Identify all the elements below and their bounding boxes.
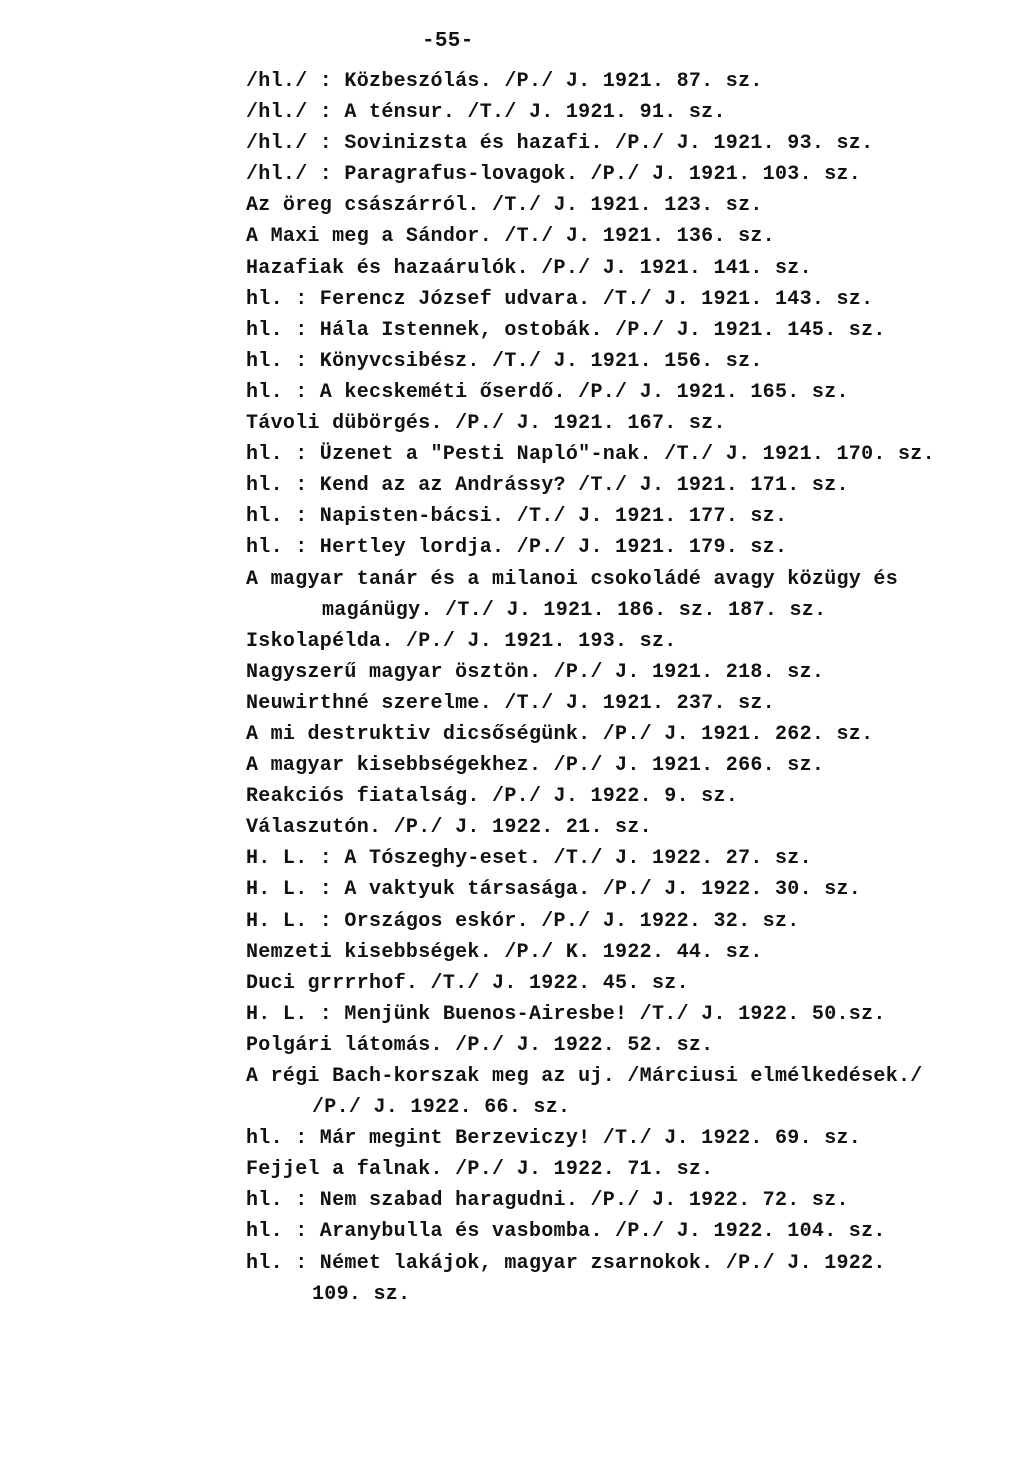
list-item: Neuwirthné szerelme. /T./ J. 1921. 237. sz. (246, 691, 775, 715)
list-item: /hl./ : A ténsur. /T./ J. 1921. 91. sz. (246, 101, 726, 125)
list-item-continuation: magánügy. /T./ J. 1921. 186. sz. 187. sz. (322, 598, 827, 622)
list-item: Iskolapélda. /P./ J. 1921. 193. sz. (246, 629, 677, 653)
list-item: Nemzeti kisebbségek. /P./ K. 1922. 44. sz. (246, 940, 763, 964)
list-item: H. L. : Menjünk Buenos-Airesbe! /T./ J. 1922. 50.sz. (246, 1002, 886, 1026)
list-item: hl. : Kend az az Andrássy? /T./ J. 1921. 171. sz. (246, 474, 849, 498)
list-item: hl. : Nem szabad haragudni. /P./ J. 1922. 72. sz. (246, 1189, 849, 1213)
list-item-continuation: /P./ J. 1922. 66. sz. (312, 1096, 571, 1120)
page-number: -55- (422, 30, 474, 53)
list-item-continuation: 109. sz. (312, 1282, 411, 1306)
list-item: Nagyszerű magyar ösztön. /P./ J. 1921. 218. sz. (246, 660, 825, 684)
list-item: hl. : Német lakájok, magyar zsarnokok. /P./ J. 1922. (246, 1251, 886, 1275)
list-item: Reakciós fiatalság. /P./ J. 1922. 9. sz. (246, 785, 739, 809)
list-item: A régi Bach-korszak meg az uj. /Márciusi elmélkedések./ (246, 1065, 923, 1088)
list-item: Fejjel a falnak. /P./ J. 1922. 71. sz. (246, 1158, 714, 1182)
list-item: /hl./ : Sovinizsta és hazafi. /P./ J. 1921. 93. sz. (246, 132, 874, 156)
list-item: A Maxi meg a Sándor. /T./ J. 1921. 136. sz. (246, 225, 775, 249)
list-item: Távoli dübörgés. /P./ J. 1921. 167. sz. (246, 412, 726, 436)
list-item: H. L. : Országos eskór. /P./ J. 1922. 32. sz. (246, 909, 800, 933)
list-item: A mi destruktiv dicsőségünk. /P./ J. 1921. 262. sz. (246, 722, 874, 746)
list-item: Az öreg császárról. /T./ J. 1921. 123. sz. (246, 194, 763, 218)
list-item: /hl./ : Közbeszólás. /P./ J. 1921. 87. sz. (246, 70, 763, 93)
list-item: hl. : Könyvcsibész. /T./ J. 1921. 156. sz. (246, 349, 763, 373)
list-item: hl. : Aranybulla és vasbomba. /P./ J. 1922. 104. sz. (246, 1220, 886, 1244)
list-item: A magyar tanár és a milanoi csokoládé avagy közügy és (246, 567, 899, 591)
bibliography-list (246, 72, 986, 1316)
list-item: hl. : Hertley lordja. /P./ J. 1921. 179. sz. (246, 536, 788, 560)
list-item: Hazafiak és hazaárulók. /P./ J. 1921. 141. sz. (246, 256, 812, 280)
list-item: H. L. : A vaktyuk társasága. /P./ J. 1922. 30. sz. (246, 878, 862, 902)
list-item: /hl./ : Paragrafus-lovagok. /P./ J. 1921. 103. sz. (246, 163, 862, 187)
list-item: hl. : Már megint Berzeviczy! /T./ J. 1922. 69. sz. (246, 1127, 862, 1151)
list-item: hl. : Hála Istennek, ostobák. /P./ J. 1921. 145. sz. (246, 318, 886, 342)
list-item: hl. : Napisten-bácsi. /T./ J. 1921. 177. sz. (246, 505, 788, 529)
list-item: hl. : A kecskeméti őserdő. /P./ J. 1921. 165. sz. (246, 380, 849, 404)
list-item: hl. : Üzenet a "Pesti Napló"-nak. /T./ J. 1921. 170. sz. (246, 443, 935, 467)
list-item: Duci grrrrhof. /T./ J. 1922. 45. sz. (246, 971, 689, 995)
list-item: hl. : Ferencz József udvara. /T./ J. 1921. 143. sz. (246, 287, 874, 311)
list-item: H. L. : A Tószeghy-eset. /T./ J. 1922. 27. sz. (246, 847, 812, 871)
list-item: A magyar kisebbségekhez. /P./ J. 1921. 266. sz. (246, 754, 825, 778)
list-item: Válaszutón. /P./ J. 1922. 21. sz. (246, 816, 652, 840)
list-item: Polgári látomás. /P./ J. 1922. 52. sz. (246, 1033, 714, 1057)
